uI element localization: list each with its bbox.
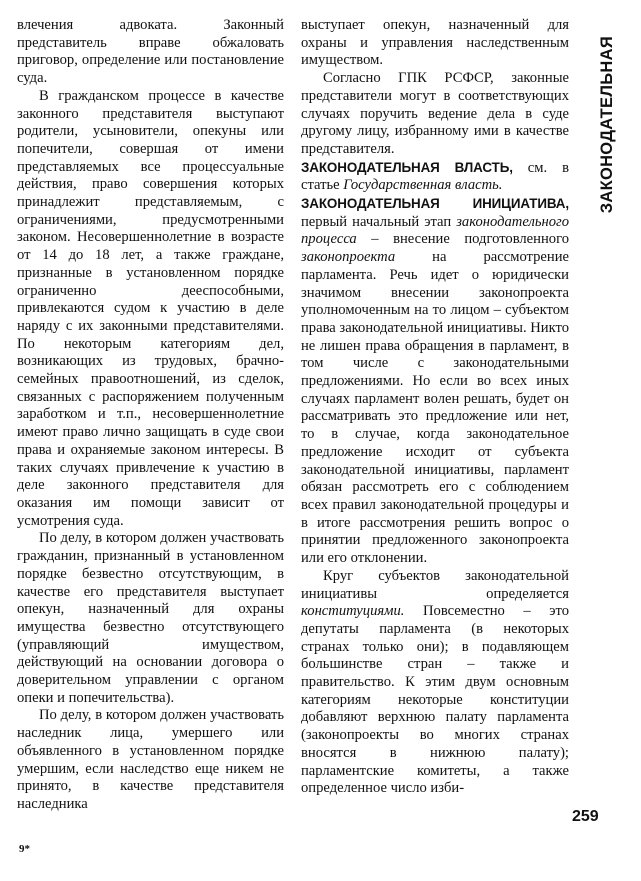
- cross-reference: конституциями.: [301, 603, 405, 620]
- paragraph: [17, 530, 284, 707]
- entry-zakonodatelnaya-initsiativa: [301, 195, 569, 568]
- text-run: на рассмотрение парламента. Речь идет о юридически значимом внесении законопроекта уполномоченным на то лицом – субъектом права законодательной инициативы. Никто не лишен права обращения в парламент, в том числе с законодательными предложениями. Но если во всех иных случаях парламент волен решать, будет он рассматривать это предложение или нет, то в случае, когда законодательное предложение исходит от субъекта законодательной инициативы, парламент обязан рассмотреть его с соблюдением всех правил законодательной процедуры и в итоге рассмотрения решить вопрос о принятии предложенного законопроекта или его отклонении.: [301, 249, 569, 567]
- text-run: Круг субъектов законодательной инициативы определяется: [301, 567, 569, 602]
- cross-reference: законопроекта: [301, 249, 396, 266]
- cross-reference: законодательного процесса: [301, 213, 569, 248]
- paragraph: [301, 568, 569, 798]
- paragraph: [17, 707, 284, 813]
- entry-headword: ЗАКОНОДАТЕЛЬНАЯ ВЛАСТЬ,: [301, 159, 513, 175]
- paragraph: [301, 17, 569, 70]
- entry-headword: ЗАКОНОДАТЕЛЬНАЯ ИНИЦИАТИВА,: [301, 196, 569, 212]
- text-run: По делу, в котором должен участвовать наследник лица, умершего или объявленного в установленном порядке умершим, если наследство еще никем не принято, в качестве представителя наследника: [17, 707, 284, 812]
- text-run: первый начальный этап: [301, 213, 457, 230]
- text-run: Согласно ГПК РСФСР, законные представители могут в соответствующих случаях поручить ведение дела в суде другому лицу, избранному ими в качестве представителя.: [301, 70, 569, 157]
- text-run: см. в статье: [301, 159, 569, 194]
- paragraph: [301, 70, 569, 159]
- paragraph: [17, 88, 284, 531]
- signature-mark: 9*: [19, 843, 30, 855]
- text-run: влечения адвоката. Законный представитель вправе обжаловать приговор, определение или постановление суда.: [17, 17, 284, 87]
- left-text-column: [17, 17, 284, 814]
- cross-reference: Государственная власть.: [343, 177, 503, 194]
- text-run: Повсеместно – это депутаты парламента (в некоторых странах только они); в подавляющем большинстве стран – также и правительство. К этим двум основным категориям некоторые конституции добавляют верхнюю палату парламента (законопроекты во многих странах вносятся в нижнюю палату); парламентские комитеты, а также определенное число изби-: [301, 603, 569, 797]
- text-run: По делу, в котором должен участвовать гражданин, признанный в установленном порядке безвестно отсутствующим, в качестве его представителя выступает опекун, назначенный для охраны имущества безвестно отсутствующего (управляющий имуществом, действующий на основании договора о доверительном управлении с органом опеки и попечительства).: [17, 530, 284, 706]
- text-run: выступает опекун, назначенный для охраны и управления наследственным имуществом.: [301, 17, 569, 69]
- entry-zakonodatelnaya-vlast: [301, 159, 569, 195]
- running-header-text: ЗАКОНОДАТЕЛЬНАЯ: [597, 35, 616, 214]
- right-text-column: [301, 17, 569, 798]
- page-number: 259: [572, 808, 599, 825]
- paragraph: [17, 17, 284, 88]
- text-run: В гражданском процессе в качестве законного представителя выступают родители, усыновители, опекуны или попечители, совершая от имени представляемых все процессуальные действия, право совершения которых принадлежит представляемым, с ограничениями, предусмотренными законом. Несовершеннолетние в возрасте от 14 до 18 лет, а также граждане, признанные в установленном порядке ограниченно дееспособными, привлекаются судом к участию в деле наряду с их законными представителями. По некоторым категориям дел, возникающих из трудовых, брачно-семейных правоотношений, из сделок, связанных с распоряжением полученным заработком и т.п., несовершеннолетние имеют право лично защищать в суде свои права и охраняемые законом интересы. В таких случаях привлечение к участию в деле законного представителя для оказания им помощи зависит от усмотрения суда.: [17, 87, 284, 529]
- running-header: [592, 12, 622, 237]
- text-run: – внесение подготовленного: [356, 231, 569, 248]
